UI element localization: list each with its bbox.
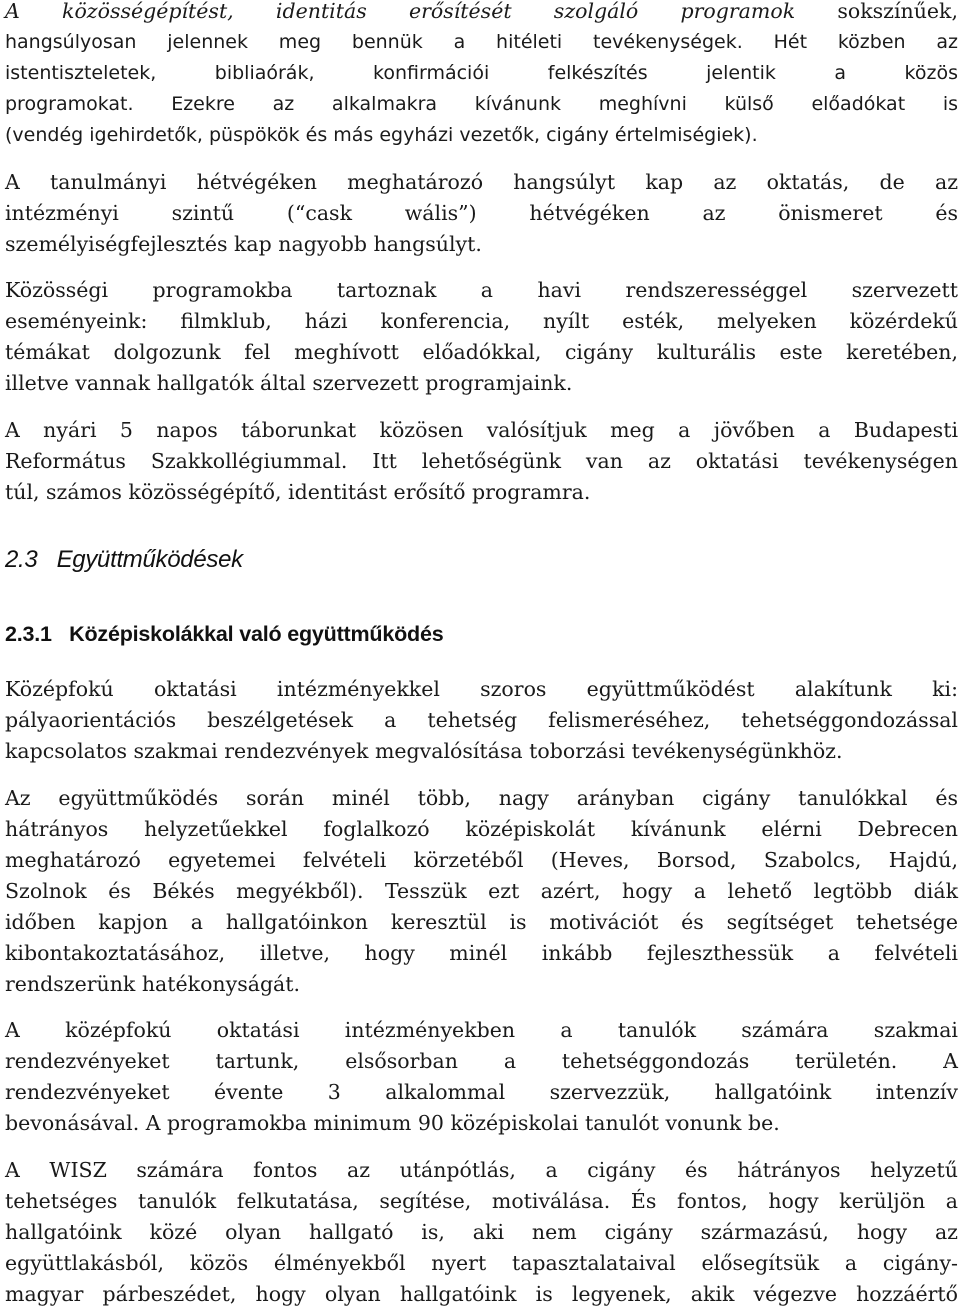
paragraph-7-line-2: rendezvényeket tartunk, elsősorban a tehetséggondozás területén. A bbox=[5, 1049, 958, 1073]
paragraph-8-line-2: tehetséges tanulók felkutatása, segítése, motiválása. És fontos, hogy kerüljön a bbox=[5, 1189, 958, 1213]
paragraph-8-line-3: hallgatóink közé olyan hallgató is, aki nem cigány származású, hogy az bbox=[5, 1220, 958, 1244]
paragraph-1-line-1 bbox=[5, 0, 958, 27]
paragraph-7-line-4: bevonásával. A programokba minimum 90 középiskolai tanulót vonunk be. bbox=[5, 1111, 780, 1135]
paragraph-6-line-1: Az együttműködés során minél több, nagy arányban cigány tanulókkal és bbox=[5, 786, 958, 810]
section-heading: 2.3 Együttműködések bbox=[5, 546, 243, 573]
paragraph-5-line-3: kapcsolatos szakmai rendezvények megvalósítása toborzási tevékenységünkhöz. bbox=[5, 739, 843, 763]
italic-intro-text: A közösségépítést, identitás erősítését szolgáló programok bbox=[5, 0, 796, 23]
paragraph-1-line-4: programokat. Ezekre az alkalmakra kívánunk meghívni külső előadókat is bbox=[5, 93, 958, 115]
paragraph-6-line-7: rendszerünk hatékonyságát. bbox=[5, 972, 301, 996]
paragraph-2-line-2: intézményi szintű (“cask wális”) hétvégéken az önismeret és bbox=[5, 201, 958, 225]
paragraph-1-line-3: istentiszteletek, bibliaórák, konfirmációi felkészítés jelentik a közös bbox=[5, 62, 958, 84]
paragraph-3-line-4: illetve vannak hallgatók által szervezett programjaink. bbox=[5, 371, 573, 395]
paragraph-8-line-1: A WISZ számára fontos az utánpótlás, a cigány és hátrányos helyzetű bbox=[5, 1158, 958, 1182]
paragraph-1-line-5: (vendég igehirdetők, püspökök és más egyházi vezetők, cigány értelmiségiek). bbox=[5, 124, 758, 146]
paragraph-8-line-5: magyar párbeszédet, hogy olyan hallgatóink is legyenek, akik végezve hozzáértő bbox=[5, 1282, 958, 1306]
paragraph-1-line-2: hangsúlyosan jelennek meg bennük a hitéleti tevékenységek. Hét közben az bbox=[5, 31, 958, 53]
paragraph-5-line-1: Középfokú oktatási intézményekkel szoros együttműködést alakítunk ki: bbox=[5, 677, 958, 701]
paragraph-6-line-2: hátrányos helyzetűekkel foglalkozó középiskolát kívánunk elérni Debrecen bbox=[5, 817, 958, 841]
paragraph-6-line-3: meghatározó egyetemei felvételi körzetéből (Heves, Borsod, Szabolcs, Hajdú, bbox=[5, 848, 958, 872]
subsection-heading: 2.3.1 Középiskolákkal való együttműködés bbox=[5, 622, 444, 646]
paragraph-4-line-3: túl, számos közösségépítő, identitást erősítő programra. bbox=[5, 480, 591, 504]
paragraph-5-line-2: pályaorientációs beszélgetések a tehetség felismeréséhez, tehetséggondozással bbox=[5, 708, 958, 732]
paragraph-3-line-1: Közösségi programokba tartoznak a havi rendszerességgel szervezett bbox=[5, 278, 958, 302]
paragraph-2-line-1: A tanulmányi hétvégéken meghatározó hangsúlyt kap az oktatás, de az bbox=[5, 170, 958, 194]
paragraph-7-line-1: A középfokú oktatási intézményekben a tanulók számára szakmai bbox=[5, 1018, 958, 1042]
paragraph-6-line-6: kibontakoztatásához, illetve, hogy minél inkább fejleszthessük a felvételi bbox=[5, 941, 958, 965]
paragraph-4-line-2: Református Szakkollégiummal. Itt lehetőségünk van az oktatási tevékenységen bbox=[5, 449, 958, 473]
paragraph-4-line-1: A nyári 5 napos táborunkat közösen valósítjuk meg a jövőben a Budapesti bbox=[5, 418, 958, 442]
text: sokszínűek, bbox=[795, 0, 958, 23]
paragraph-2-line-3: személyiségfejlesztés kap nagyobb hangsúlyt. bbox=[5, 232, 482, 256]
paragraph-3-line-3: témákat dolgozunk fel meghívott előadókkal, cigány kulturális este keretében, bbox=[5, 340, 958, 364]
paragraph-3-line-2: eseményeink: filmklub, házi konferencia, nyílt esték, melyeken közérdekű bbox=[5, 309, 958, 333]
paragraph-6-line-4: Szolnok és Békés megyékből). Tesszük ezt azért, hogy a lehető legtöbb diák bbox=[5, 879, 958, 903]
paragraph-6-line-5: időben kapjon a hallgatóinkon keresztül is motivációt és segítséget tehetsége bbox=[5, 910, 958, 934]
paragraph-7-line-3: rendezvényeket évente 3 alkalommal szervezzük, hallgatóink intenzív bbox=[5, 1080, 958, 1104]
paragraph-8-line-4: együttlakásból, közös élményekből nyert tapasztalataival elősegítsük a cigány- bbox=[5, 1251, 958, 1275]
